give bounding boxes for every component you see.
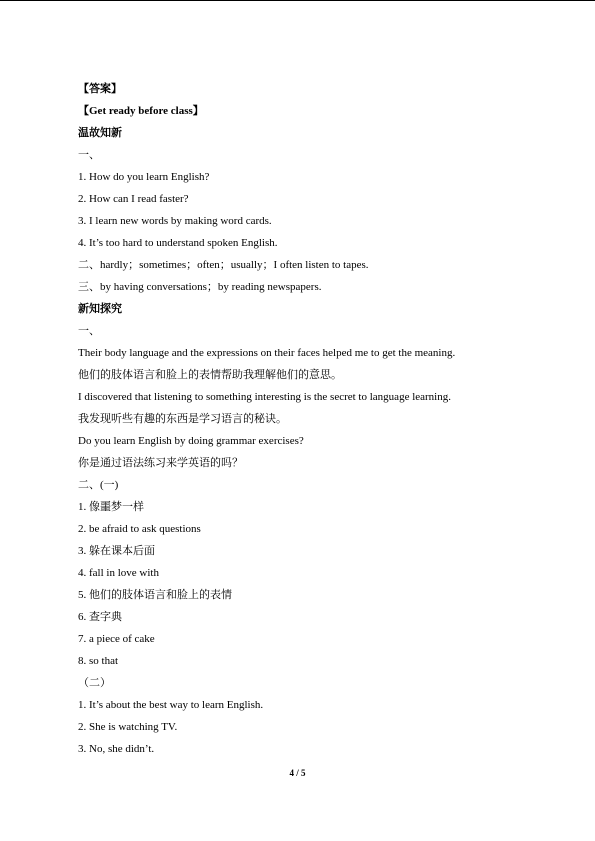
- page-number: 4 / 5: [289, 768, 306, 778]
- section-title: 【Get ready before class】: [78, 105, 204, 117]
- part-label: （二）: [78, 677, 111, 689]
- answer-line: 7. a piece of cake: [78, 633, 155, 645]
- answer-line: 2. How can I read faster?: [78, 193, 189, 205]
- part-label: 一、: [78, 149, 100, 161]
- top-rule: [0, 0, 595, 1]
- answer-line: 4. fall in love with: [78, 567, 159, 579]
- answer-line: 1. 像噩梦一样: [78, 501, 144, 513]
- answer-line: 1. It’s about the best way to learn English.: [78, 699, 264, 711]
- answer-line: 他们的肢体语言和脸上的表情帮助我理解他们的意思。: [78, 369, 342, 381]
- answer-line: Their body language and the expressions on their faces helped me to get the meaning.: [78, 347, 456, 359]
- answer-line: Do you learn English by doing grammar exercises?: [78, 435, 304, 447]
- answer-line: 3. No, she didn’t.: [78, 743, 155, 755]
- subsection-title: 温故知新: [78, 127, 122, 139]
- answer-line: 你是通过语法练习来学英语的吗？: [78, 457, 243, 469]
- answer-line: 3. I learn new words by making word cards.: [78, 215, 272, 227]
- answer-line: 我发现听些有趣的东西是学习语言的秘诀。: [78, 413, 287, 425]
- answer-line: I discovered that listening to something interesting is the secret to language learning.: [78, 391, 451, 403]
- part-label: 二、(一): [78, 479, 119, 491]
- answer-line: 6. 查字典: [78, 611, 122, 623]
- answer-line: 3. 躲在课本后面: [78, 545, 155, 557]
- answer-line: 二、hardly；sometimes；often；usually；I often listen to tapes.: [78, 259, 369, 271]
- answer-line: 8. so that: [78, 655, 119, 667]
- answer-line: 2. She is watching TV.: [78, 721, 178, 733]
- answer-line: 三、by having conversations；by reading newspapers.: [78, 281, 322, 293]
- subsection-title: 新知探究: [78, 303, 122, 315]
- document-body: [78, 78, 518, 760]
- answer-heading: 【答案】: [78, 83, 122, 95]
- answer-line: 1. How do you learn English?: [78, 171, 210, 183]
- answer-line: 4. It’s too hard to understand spoken English.: [78, 237, 278, 249]
- part-label: 一、: [78, 325, 100, 337]
- answer-line: 5. 他们的肢体语言和脸上的表情: [78, 589, 232, 601]
- answer-line: 2. be afraid to ask questions: [78, 523, 201, 535]
